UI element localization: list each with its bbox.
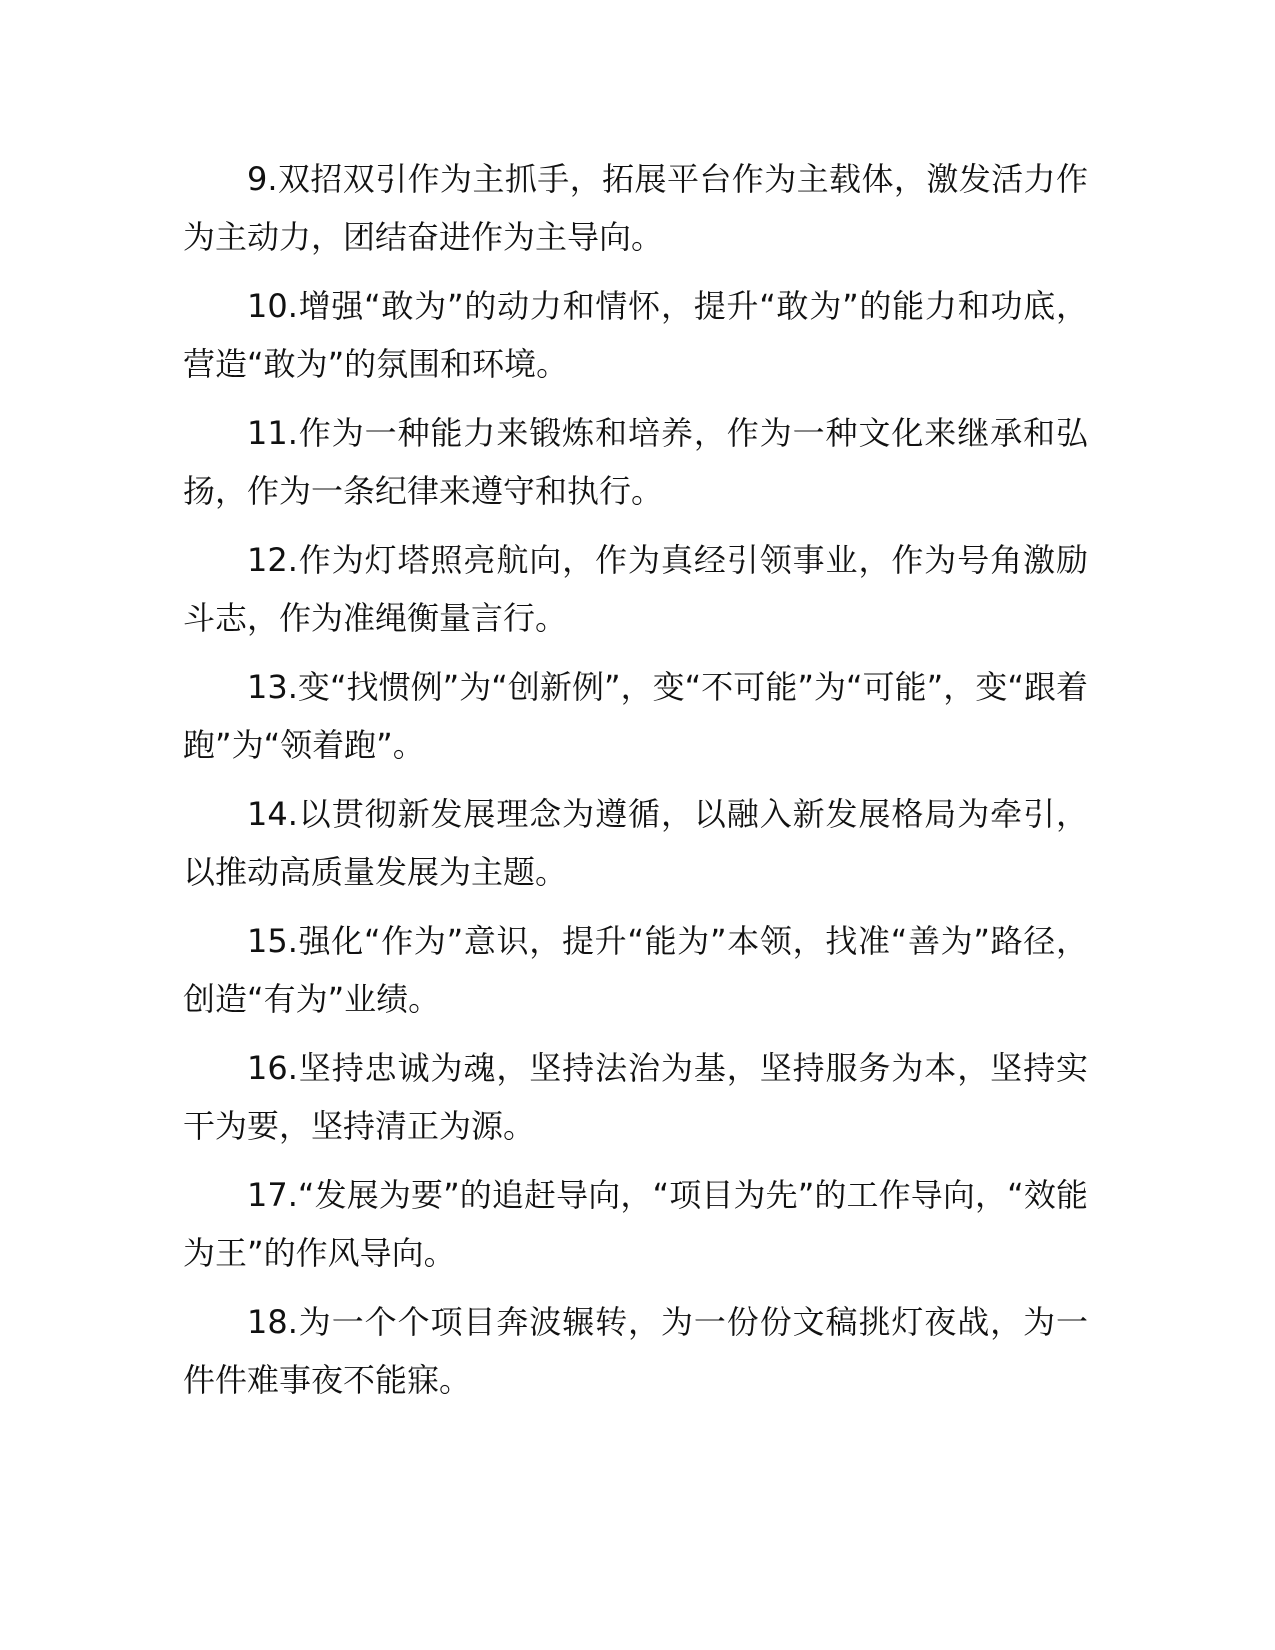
paragraph-17: 17.“发展为要”的追赶导向，“项目为先”的工作导向，“效能为王”的作风导向。 <box>183 1176 1088 1272</box>
paragraph-15: 15.强化“作为”意识，提升“能为”本领，找准“善为”路径，创造“有为”业绩。 <box>183 922 1088 1018</box>
paragraph-18: 18.为一个个项目奔波辗转，为一份份文稿挑灯夜战，为一件件难事夜不能寐。 <box>183 1303 1088 1399</box>
paragraph-14: 14.以贯彻新发展理念为遵循，以融入新发展格局为牵引，以推动高质量发展为主题。 <box>183 795 1088 891</box>
paragraph-9: 9.双招双引作为主抓手，拓展平台作为主载体，激发活力作为主动力，团结奋进作为主导向。 <box>183 160 1088 256</box>
document-body <box>183 150 1088 1420</box>
paragraph-12: 12.作为灯塔照亮航向，作为真经引领事业，作为号角激励斗志，作为准绳衡量言行。 <box>183 541 1088 637</box>
paragraph-13: 13.变“找惯例”为“创新例”，变“不可能”为“可能”，变“跟着跑”为“领着跑”。 <box>183 668 1088 764</box>
paragraph-10: 10.增强“敢为”的动力和情怀，提升“敢为”的能力和功底，营造“敢为”的氛围和环境。 <box>183 287 1088 383</box>
paragraph-16: 16.坚持忠诚为魂，坚持法治为基，坚持服务为本，坚持实干为要，坚持清正为源。 <box>183 1049 1088 1145</box>
paragraph-11: 11.作为一种能力来锻炼和培养，作为一种文化来继承和弘扬，作为一条纪律来遵守和执行。 <box>183 414 1088 510</box>
